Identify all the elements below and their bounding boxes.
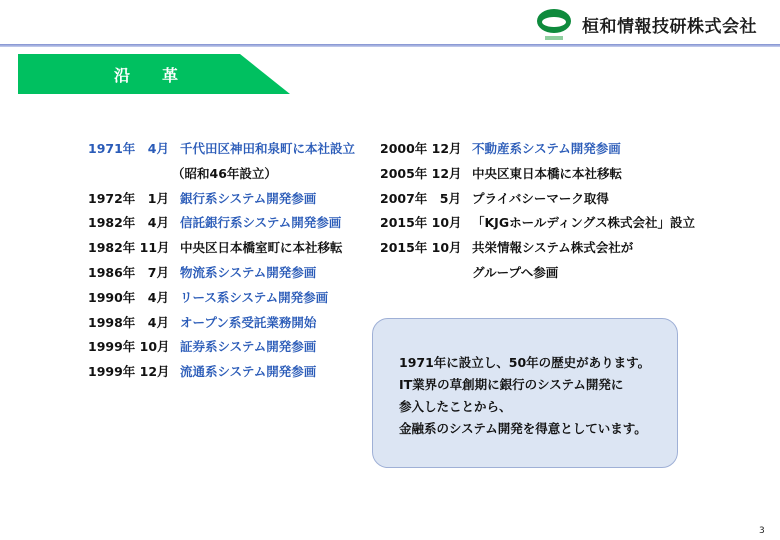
- page-number: 3: [759, 526, 765, 536]
- history-entry: [380, 263, 760, 281]
- history-description: 「KJGホールディングス株式会社」設立: [472, 215, 695, 231]
- history-date: 1972年 1月: [88, 190, 169, 206]
- history-description: 共栄情報システム株式会社が: [472, 240, 634, 256]
- company-logo-icon: [536, 8, 572, 42]
- history-date: 2015年 10月: [380, 215, 462, 231]
- header-divider: [0, 44, 780, 47]
- history-entry: [380, 139, 760, 157]
- history-description: 証券系システム開発参画: [180, 339, 317, 355]
- history-date: 1999年 12月: [88, 364, 170, 380]
- history-description: リース系システム開発参画: [180, 289, 329, 305]
- history-date: 1999年 10月: [88, 339, 170, 355]
- history-description: 銀行系システム開発参画: [180, 190, 317, 206]
- history-description: オープン系受託業務開始: [180, 314, 317, 330]
- page-title: 沿 革: [114, 66, 187, 85]
- summary-line: IT業界の草創期に銀行のシステム開発に: [399, 377, 624, 392]
- company-name: 桓和情報技研株式会社: [582, 17, 757, 37]
- title-banner: [18, 54, 290, 94]
- history-description: 物流系システム開発参画: [180, 265, 317, 280]
- history-description: プライバシーマーク取得: [472, 190, 609, 206]
- summary-line: 1971年に設立し、50年の歴史があります。: [399, 355, 651, 370]
- history-date: 1986年 7月: [88, 265, 169, 280]
- history-date: 1971年 4月: [88, 141, 169, 156]
- history-description: 中央区東日本橋に本社移転: [472, 165, 623, 181]
- history-description: 千代田区神田和泉町に本社設立: [180, 141, 356, 156]
- summary-callout: [372, 318, 678, 468]
- history-description: グループへ参画: [472, 265, 559, 280]
- history-date: 1998年 4月: [88, 314, 169, 330]
- history-date: 2005年 12月: [380, 165, 462, 181]
- history-entry: [88, 288, 468, 306]
- history-entry: [380, 164, 760, 182]
- history-entry: [380, 213, 760, 231]
- history-description: 流通系システム開発参画: [180, 364, 317, 380]
- history-date: 2015年 10月: [380, 240, 462, 256]
- summary-line: 金融系のシステム開発を得意としています。: [399, 421, 647, 436]
- history-entry: [380, 238, 760, 256]
- history-date: 2000年 12月: [380, 141, 462, 156]
- history-date: 2007年 5月: [380, 190, 461, 206]
- summary-line: 参入したことから、: [399, 399, 512, 414]
- history-date: 1982年 11月: [88, 240, 170, 256]
- history-date: 1982年 4月: [88, 215, 169, 231]
- history-description: 不動産系システム開発参画: [472, 141, 621, 156]
- history-description: 信託銀行系システム開発参画: [180, 215, 342, 231]
- history-date: 1990年 4月: [88, 289, 169, 305]
- history-description: （昭和46年設立）: [172, 165, 277, 181]
- history-entry: [380, 189, 760, 207]
- history-description: 中央区日本橋室町に本社移転: [180, 240, 343, 256]
